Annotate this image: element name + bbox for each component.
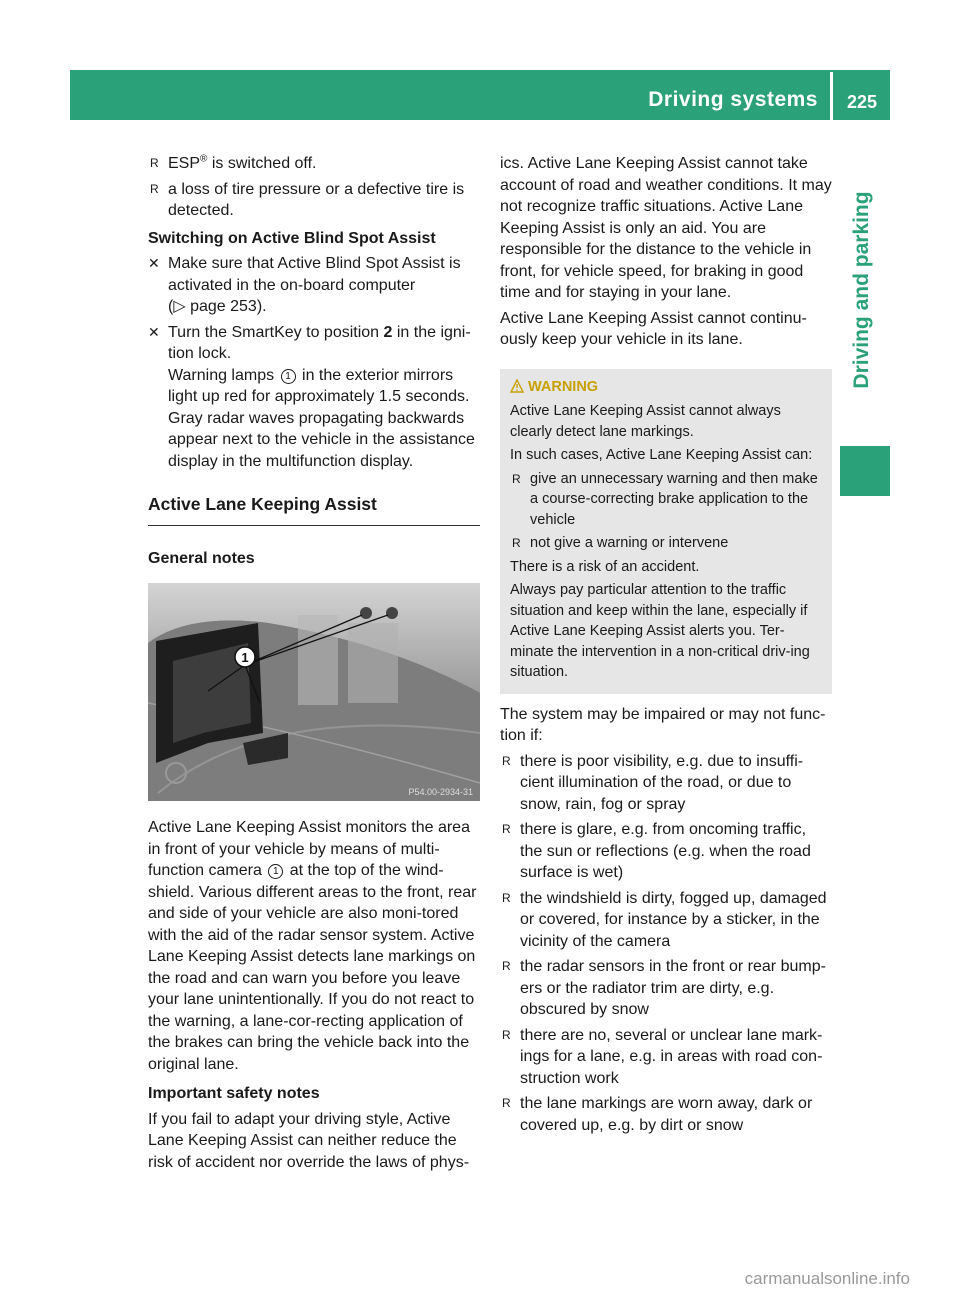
bullet-marker-icon: R (502, 1027, 511, 1042)
page-reference[interactable] (168, 298, 267, 315)
side-section-marker (840, 446, 890, 496)
figure-code: P54.00-2934-31 (408, 787, 473, 797)
list-item (148, 179, 480, 222)
instruction-step (148, 322, 480, 473)
subsection-title: Switching on Active Blind Spot Assist (148, 229, 436, 247)
list-item (500, 1025, 832, 1090)
warning-triangle-icon (510, 379, 524, 393)
step-text: Turn the SmartKey to position (168, 323, 384, 341)
list-item (510, 469, 824, 531)
body-paragraph (148, 817, 480, 1075)
key-position: 2 (383, 323, 393, 341)
list-item-text: a loss of tire pressure or a defective tire is detected. (168, 180, 465, 219)
list-item (500, 1093, 832, 1136)
body-paragraph: If you fail to adapt your driving style, Active Lane Keeping Assist can neither reduce the risk of accident nor override the laws of phys- (148, 1110, 470, 1171)
step-text: Make sure that Active Blind Spot Assist is activated in the on-board computer (168, 255, 461, 294)
list-item (500, 819, 832, 884)
paragraph-text: at the top of the wind-shield. Various different areas to the front, rear and side of your vehicle are also moni-tored with the aid of the radar sensor system. Active Lane Keeping Assist detects lane markings on the road and can warn you before you leave your lane unintentionally. If you do not react to the warning, a lane-cor-recting application of the brakes can bring the vehicle back into the original lane. (148, 862, 477, 1073)
list-item-text: there are no, several or unclear lane mark-ings for a lane, e.g. in areas with road con-struction work (520, 1026, 823, 1087)
step-text: Warning lamps (168, 366, 279, 384)
step-arrow-icon: ✕ (148, 255, 160, 271)
list-item-text: ESP (168, 155, 201, 172)
side-section-tab (839, 191, 885, 389)
page-number: 225 (846, 92, 878, 112)
left-column (148, 153, 480, 1177)
list-item-text: the lane markings are worn away, dark or covered up, e.g. by dirt or snow (520, 1095, 813, 1134)
warning-text: There is a risk of an accident. (510, 558, 700, 575)
list-item (500, 751, 832, 816)
page-ref-arrow-icon: ▷ (173, 298, 186, 315)
step-text: in the igni-tion lock. (168, 323, 471, 362)
warning-text: In such cases, Active Lane Keeping Assist can: (510, 447, 813, 463)
step-text: in the exterior mirrors light up red for approximately 1.5 seconds. Gray radar waves propagating backwards appear next to the vehicle in the assistance display in the multifunction display. (168, 366, 475, 470)
list-item-text: the radar sensors in the front or rear bump-ers or the radiator trim are dirty, e.g. obscured by snow (520, 958, 826, 1018)
list-item-text: not give a warning or intervene (530, 535, 729, 551)
instruction-step (148, 253, 480, 318)
bullet-marker-icon: R (150, 181, 159, 196)
warning-box (500, 369, 832, 694)
bullet-marker-icon: R (512, 536, 521, 550)
bullet-marker-icon: R (512, 471, 521, 486)
figure-callout: 1 (241, 650, 249, 665)
bullet-marker-icon: R (502, 1096, 511, 1110)
list-item (510, 533, 824, 554)
windshield-camera-figure (148, 583, 480, 801)
body-paragraph: ics. Active Lane Keeping Assist cannot take account of road and weather conditions. It may not recognize traffic situations. Active Lane Keeping Assist is only an aid. You are responsible for the distance to the vehicle in front, for vehicle speed, for braking in good time and for staying in your lane. (500, 155, 832, 301)
subsection-title: Important safety notes (148, 1085, 320, 1102)
watermark: carmanualsonline.info (744, 1269, 910, 1288)
bullet-marker-icon: R (502, 890, 511, 905)
body-paragraph: The system may be impaired or may not func-tion if: (500, 705, 826, 744)
reference-bracket: ( (168, 298, 174, 315)
section-title: Active Lane Keeping Assist (148, 494, 480, 526)
callout-marker: 1 (281, 369, 296, 384)
registered-mark: ® (200, 153, 208, 165)
page-header (70, 70, 890, 120)
warning-text: Active Lane Keeping Assist cannot always clearly detect lane markings. (510, 403, 781, 440)
reference-text: page 253). (185, 298, 267, 315)
right-column (500, 153, 832, 1140)
list-item-text: give an unnecessary warning and then make a course-correcting brake application to the vehicle (530, 470, 818, 528)
callout-marker: 1 (268, 864, 283, 879)
warning-heading (510, 377, 824, 398)
list-item-text: there is poor visibility, e.g. due to insuffi-cient illumination of the road, or due to snow, rain, fog or spray (520, 752, 804, 813)
bullet-marker-icon: R (502, 822, 511, 836)
list-item (500, 888, 832, 953)
chapter-title: Driving systems (648, 88, 818, 111)
paragraph-text: Active Lane Keeping Assist monitors the area in front of your vehicle by means of multi-function camera (148, 819, 470, 879)
car-interior-illustration (148, 583, 480, 801)
header-divider (830, 72, 833, 120)
warning-label: WARNING (528, 378, 599, 395)
list-item (148, 153, 480, 175)
step-arrow-icon: ✕ (148, 323, 160, 340)
bullet-marker-icon: R (502, 959, 511, 973)
list-item-text: is switched off. (207, 155, 317, 172)
list-item-text: the windshield is dirty, fogged up, damaged or covered, for instance by a sticker, in the vicinity of the camera (520, 889, 827, 950)
bullet-marker-icon: R (502, 753, 511, 768)
side-section-label: Driving and parking (850, 191, 873, 389)
subsection-title: General notes (148, 549, 255, 567)
list-item (500, 956, 832, 1021)
list-item-text: there is glare, e.g. from oncoming traffic, the sun or reflections (e.g. when the road surface is wet) (520, 821, 811, 881)
warning-text: Always pay particular attention to the traffic situation and keep within the lane, especially if Active Lane Keeping Assist alerts you. Ter-minate the intervention in a non-critical driv-ing situation. (510, 582, 810, 680)
body-paragraph: Active Lane Keeping Assist cannot continu-ously keep your vehicle in its lane. (500, 309, 807, 348)
bullet-marker-icon: R (150, 156, 159, 170)
